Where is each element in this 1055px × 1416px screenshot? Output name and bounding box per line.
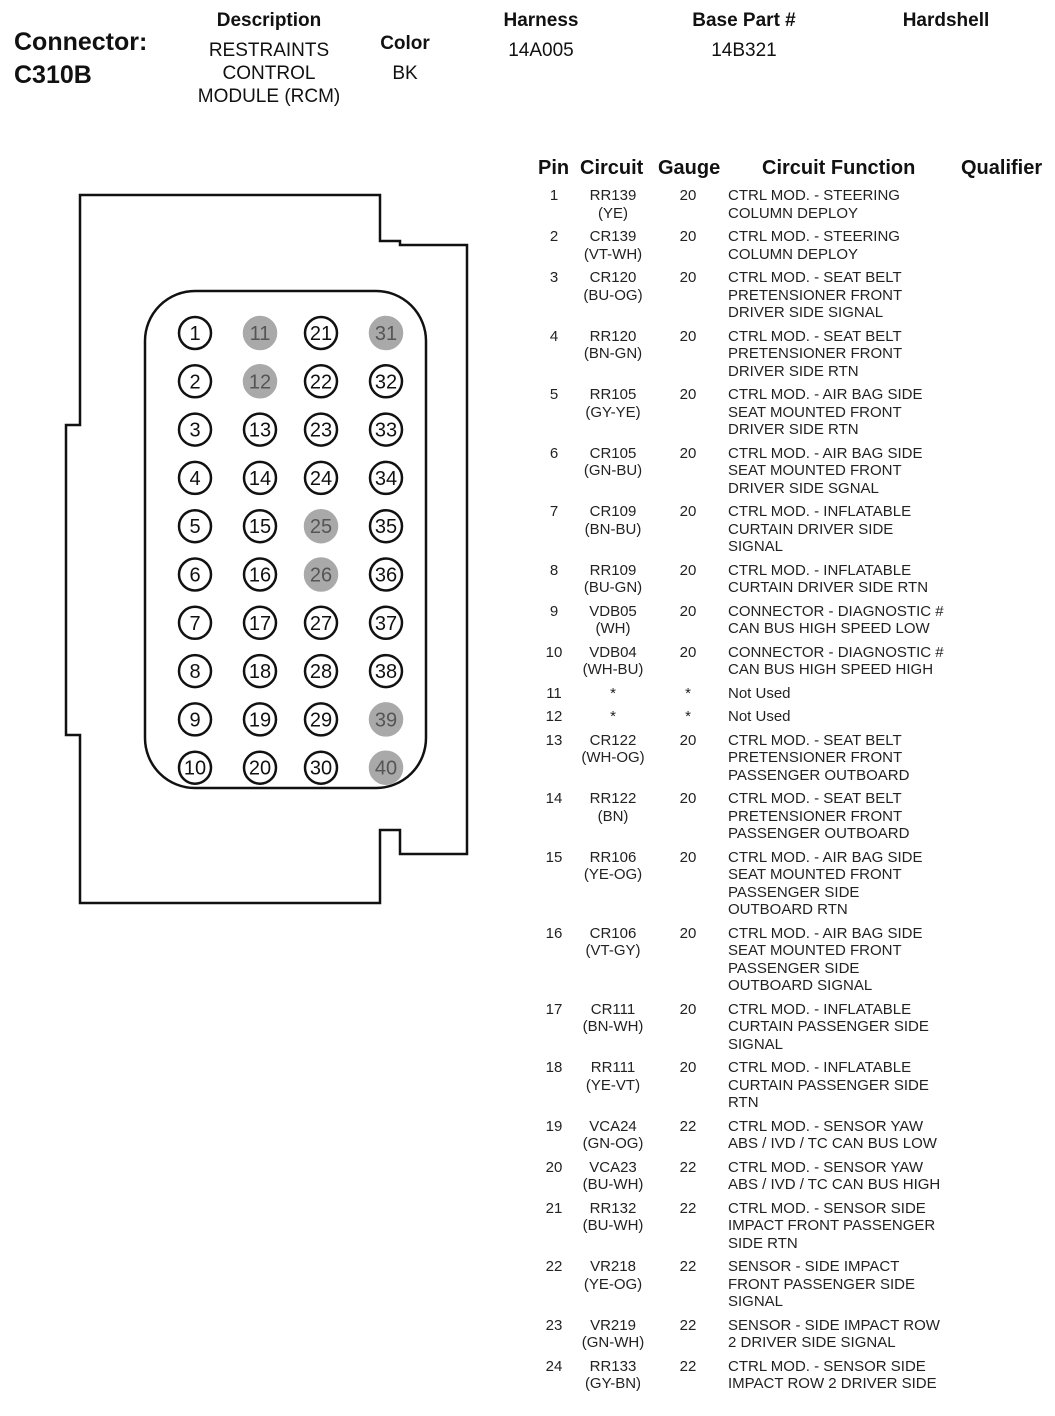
gauge-cell: 20 <box>679 1059 697 1076</box>
circuit-function-line: SENSOR - SIDE IMPACT <box>728 1258 900 1275</box>
cavity-21-label: 21 <box>309 323 333 345</box>
circuit-function-line: CTRL MOD. - SENSOR YAW <box>728 1158 924 1176</box>
connector-face-diagram <box>60 185 480 910</box>
circuit-id: VDB04 <box>589 643 637 661</box>
description-line: CONTROL <box>222 63 316 84</box>
pin-table <box>530 187 1055 1399</box>
circuit-function-line: CAN BUS HIGH SPEED LOW <box>728 620 930 637</box>
circuit-function-line: CONNECTOR - DIAGNOSTIC # <box>728 602 944 620</box>
pin-number: 10 <box>545 643 563 661</box>
pin-row <box>530 269 1055 328</box>
circuit-function-line: CTRL MOD. - INFLATABLE <box>728 503 912 520</box>
gauge-cell: 20 <box>679 848 697 866</box>
circuit-cell <box>575 1001 651 1036</box>
pin-number: 23 <box>545 1316 563 1334</box>
circuit-function-line: CTRL MOD. - STEERING <box>728 187 900 204</box>
gauge-cell: 20 <box>679 924 697 942</box>
circuit-cell <box>575 849 651 884</box>
circuit-function-cell <box>728 269 1053 322</box>
pin-row <box>530 1118 1055 1159</box>
pin-number: 12 <box>545 708 563 725</box>
color-value: BK <box>392 63 418 84</box>
cavity-37-label: 37 <box>374 612 398 635</box>
pin-row <box>530 732 1055 791</box>
pin-row <box>530 228 1055 269</box>
gauge-cell: 22 <box>679 1158 697 1176</box>
circuit-id: RR106 <box>589 848 637 866</box>
circuit-function-line: RTN <box>728 1094 759 1111</box>
circuit-id: VCA23 <box>589 1158 637 1176</box>
circuit-id: RR111 <box>590 1059 636 1076</box>
pin-row <box>530 445 1055 504</box>
color-heading: Color <box>380 33 430 54</box>
circuit-cell <box>575 603 651 638</box>
connector-title <box>14 26 147 92</box>
pin-row <box>530 849 1055 925</box>
wire-color: (BU-WH) <box>582 1217 644 1234</box>
circuit-function-line: IMPACT ROW 2 DRIVER SIDE <box>728 1375 937 1392</box>
cavity-16-label: 16 <box>248 564 272 587</box>
circuit-cell <box>575 790 651 825</box>
gauge-cell: 22 <box>679 1357 697 1375</box>
circuit-function-line: DRIVER SIDE SGNAL <box>728 479 879 497</box>
col-head-pin: Pin <box>538 157 570 179</box>
circuit-function-line: CTRL MOD. - AIR BAG SIDE <box>728 924 923 942</box>
circuit-function-cell <box>728 790 1053 843</box>
circuit-id: CR122 <box>589 731 637 749</box>
circuit-cell <box>575 1159 651 1194</box>
circuit-cell <box>575 1059 651 1094</box>
pin-number: 17 <box>545 1000 563 1018</box>
circuit-function-cell <box>728 1317 1053 1352</box>
circuit-function-cell <box>728 1258 1053 1311</box>
circuit-function-line: DRIVER SIDE RTN <box>728 421 859 438</box>
pin-number: 5 <box>549 386 559 403</box>
pin-number: 19 <box>545 1117 563 1135</box>
circuit-function-cell <box>728 1118 1053 1153</box>
cavity-1-label: 1 <box>189 323 201 345</box>
circuit-cell <box>575 685 651 703</box>
cavity-26-label: 26 <box>309 564 333 587</box>
cavity-29-label: 29 <box>309 709 333 732</box>
circuit-cell <box>575 1258 651 1293</box>
gauge-cell: 20 <box>679 269 697 286</box>
cavity-27-label: 27 <box>309 612 333 635</box>
cavity-10-label: 10 <box>183 757 207 780</box>
circuit-function-line: PRETENSIONER FRONT <box>728 749 903 766</box>
pin-row <box>530 1059 1055 1118</box>
pin-number: 21 <box>545 1199 563 1217</box>
cavity-25-label: 25 <box>309 516 333 539</box>
description-heading: Description <box>216 10 322 31</box>
gauge-cell: 20 <box>679 602 697 620</box>
wire-color: (GY-YE) <box>585 403 641 421</box>
cavity-7-label: 7 <box>189 612 201 635</box>
gauge-cell: 22 <box>679 1199 697 1217</box>
pin-number: 18 <box>545 1059 563 1076</box>
cavity-5-label: 5 <box>189 516 201 539</box>
pin-row <box>530 1200 1055 1259</box>
circuit-function-line: CTRL MOD. - AIR BAG SIDE <box>728 848 923 866</box>
circuit-cell <box>575 386 651 421</box>
circuit-function-cell <box>728 925 1053 995</box>
circuit-function-line: COLUMN DEPLOY <box>728 245 859 263</box>
cavity-17-label: 17 <box>248 612 272 635</box>
circuit-id: VR218 <box>590 1258 636 1275</box>
pin-row <box>530 644 1055 685</box>
gauge-cell: 20 <box>679 327 697 345</box>
description-value <box>180 39 358 108</box>
circuit-id: VR219 <box>590 1316 636 1334</box>
circuit-function-cell <box>728 1001 1053 1054</box>
cavity-8-label: 8 <box>189 661 201 684</box>
base-part-value: 14B321 <box>711 40 777 61</box>
circuit-function-line: CONNECTOR - DIAGNOSTIC # <box>728 643 944 661</box>
cavity-13-label: 13 <box>248 419 272 442</box>
pin-row <box>530 925 1055 1001</box>
circuit-function-line: CTRL MOD. - SEAT BELT <box>728 731 902 749</box>
wire-color: (BN-BU) <box>584 520 642 538</box>
cavity-35-label: 35 <box>374 516 398 539</box>
circuit-cell <box>575 445 651 480</box>
cavity-30-label: 30 <box>309 757 333 780</box>
cavity-28-label: 28 <box>309 661 333 684</box>
circuit-function-line: CTRL MOD. - SENSOR SIDE <box>728 1199 926 1217</box>
circuit-function-line: SIGNAL <box>728 1035 784 1053</box>
pin-row <box>530 685 1055 709</box>
pin-number: 8 <box>549 561 559 579</box>
wire-color: (BN-GN) <box>583 345 643 362</box>
circuit-function-line: PRETENSIONER FRONT <box>728 286 903 304</box>
circuit-function-line: 2 DRIVER SIDE SIGNAL <box>728 1334 896 1351</box>
circuit-id: * <box>610 708 616 725</box>
circuit-function-line: OUTBOARD SIGNAL <box>728 977 873 994</box>
circuit-id: RR109 <box>589 561 637 579</box>
circuit-id: VCA24 <box>589 1117 637 1135</box>
cavity-31-label: 31 <box>374 323 398 345</box>
circuit-function-line: OUTBOARD RTN <box>728 901 848 918</box>
circuit-cell <box>575 1118 651 1153</box>
wire-color: (GN-BU) <box>583 462 643 479</box>
pin-number: 11 <box>546 684 562 702</box>
pin-number: 2 <box>549 228 559 245</box>
pin-number: 6 <box>549 444 559 462</box>
circuit-function-line: COLUMN DEPLOY <box>728 204 859 222</box>
circuit-cell <box>575 1200 651 1235</box>
gauge-cell: 22 <box>679 1117 697 1135</box>
circuit-function-line: IMPACT FRONT PASSENGER <box>728 1217 936 1234</box>
cavity-9-label: 9 <box>189 709 201 732</box>
circuit-id: CR106 <box>589 924 637 942</box>
circuit-function-line: SEAT MOUNTED FRONT <box>728 403 902 421</box>
circuit-function-cell <box>728 187 1053 222</box>
circuit-id: CR120 <box>589 269 637 286</box>
pin-number: 1 <box>549 187 559 204</box>
circuit-id: CR111 <box>590 1000 636 1018</box>
wire-color: (YE-VT) <box>585 1076 641 1094</box>
circuit-function-line: PRETENSIONER FRONT <box>728 807 903 825</box>
circuit-function-line: DRIVER SIDE RTN <box>728 362 859 380</box>
pin-number: 7 <box>549 503 559 520</box>
circuit-function-cell <box>728 685 1053 703</box>
circuit-function-line: PASSENGER OUTBOARD <box>728 766 910 784</box>
circuit-function-line: PRETENSIONER FRONT <box>728 345 903 362</box>
circuit-function-cell <box>728 503 1053 556</box>
pin-number: 20 <box>545 1158 563 1176</box>
cavity-20-label: 20 <box>248 757 272 780</box>
cavity-24-label: 24 <box>309 467 333 490</box>
circuit-function-line: CTRL MOD. - SENSOR SIDE <box>728 1357 926 1375</box>
circuit-function-line: Not Used <box>728 684 791 702</box>
circuit-id: RR139 <box>589 187 637 204</box>
circuit-id: RR122 <box>589 790 637 807</box>
circuit-function-cell <box>728 1358 1053 1393</box>
pin-row <box>530 1258 1055 1317</box>
circuit-function-cell <box>728 732 1053 785</box>
connector-label: Connector: <box>14 28 148 56</box>
pin-row <box>530 1358 1055 1399</box>
pin-number: 13 <box>545 731 563 749</box>
circuit-function-line: CURTAIN PASSENGER SIDE <box>728 1018 929 1035</box>
wire-color: (YE-OG) <box>583 1275 643 1293</box>
col-head-qualifier: Qualifier <box>961 157 1043 179</box>
wire-color: (YE) <box>598 204 628 222</box>
pin-row <box>530 386 1055 445</box>
col-head-circuit: Circuit <box>580 157 644 179</box>
connector-id: C310B <box>14 61 92 89</box>
pin-number: 9 <box>549 602 559 620</box>
cavity-4-label: 4 <box>189 467 201 490</box>
circuit-function-line: FRONT PASSENGER SIDE <box>728 1275 915 1293</box>
wire-color: (VT-GY) <box>585 942 641 959</box>
circuit-function-line: ABS / IVD / TC CAN BUS LOW <box>728 1135 937 1152</box>
circuit-function-cell <box>728 445 1053 498</box>
gauge-cell: 20 <box>679 790 697 807</box>
circuit-function-line: PASSENGER SIDE <box>728 883 860 901</box>
circuit-id: RR133 <box>589 1357 637 1375</box>
pin-row <box>530 1159 1055 1200</box>
wire-color: (BU-GN) <box>583 579 643 596</box>
circuit-cell <box>575 1358 651 1393</box>
harness-heading: Harness <box>503 10 579 31</box>
cavity-23-label: 23 <box>309 419 333 442</box>
circuit-function-cell <box>728 1200 1053 1253</box>
circuit-function-line: SEAT MOUNTED FRONT <box>728 866 902 883</box>
pin-row <box>530 562 1055 603</box>
hardshell-heading: Hardshell <box>902 10 990 31</box>
circuit-function-cell <box>728 708 1053 726</box>
circuit-cell <box>575 269 651 304</box>
wire-color: (WH-OG) <box>581 749 645 766</box>
cavity-40-label: 40 <box>374 757 398 780</box>
cavity-36-label: 36 <box>374 564 398 587</box>
circuit-id: RR132 <box>589 1199 637 1217</box>
cavity-15-label: 15 <box>248 516 272 539</box>
circuit-function-cell <box>728 328 1053 381</box>
circuit-function-line: CURTAIN PASSENGER SIDE <box>728 1076 929 1094</box>
cavity-14-label: 14 <box>248 467 272 490</box>
circuit-function-line: CTRL MOD. - STEERING <box>728 228 900 245</box>
pin-number: 3 <box>549 269 559 286</box>
col-head-gauge: Gauge <box>658 157 721 179</box>
circuit-function-line: SIGNAL <box>728 538 784 555</box>
description-line: RESTRAINTS <box>208 40 330 61</box>
circuit-function-line: CTRL MOD. - SENSOR YAW <box>728 1117 924 1135</box>
gauge-cell: 20 <box>679 228 697 245</box>
circuit-function-line: CTRL MOD. - AIR BAG SIDE <box>728 444 923 462</box>
cavity-6-label: 6 <box>189 564 201 587</box>
circuit-id: RR120 <box>589 327 637 345</box>
wire-color: (GN-WH) <box>581 1334 645 1351</box>
circuit-function-cell <box>728 562 1053 597</box>
cavity-22-label: 22 <box>309 371 333 394</box>
description-line: MODULE (RCM) <box>197 86 341 107</box>
gauge-cell: 20 <box>679 386 697 403</box>
gauge-cell: 20 <box>679 561 697 579</box>
pin-number: 24 <box>545 1357 563 1375</box>
circuit-id: VDB05 <box>589 602 637 620</box>
pin-row <box>530 708 1055 732</box>
cavity-18-label: 18 <box>248 661 272 684</box>
gauge-cell: 20 <box>679 643 697 661</box>
circuit-function-line: CTRL MOD. - INFLATABLE <box>728 1000 912 1018</box>
circuit-cell <box>575 925 651 960</box>
circuit-cell <box>575 228 651 263</box>
gauge-cell: 20 <box>679 1000 697 1018</box>
wire-color: (WH-BU) <box>582 661 644 678</box>
wire-color: (BU-WH) <box>582 1176 644 1193</box>
gauge-cell: 20 <box>679 731 697 749</box>
pin-row <box>530 790 1055 849</box>
cavity-32-label: 32 <box>374 371 398 394</box>
circuit-function-line: SIDE RTN <box>728 1234 798 1252</box>
wire-color: (WH) <box>595 620 631 637</box>
pin-row <box>530 503 1055 562</box>
circuit-function-line: ABS / IVD / TC CAN BUS HIGH <box>728 1176 941 1193</box>
circuit-id: RR105 <box>589 386 637 403</box>
cavity-33-label: 33 <box>374 419 398 442</box>
circuit-function-cell <box>728 1059 1053 1112</box>
circuit-cell <box>575 708 651 726</box>
pin-number: 16 <box>545 924 563 942</box>
pin-row <box>530 187 1055 228</box>
circuit-id: * <box>610 684 616 702</box>
wire-color: (VT-WH) <box>583 245 643 263</box>
circuit-id: CR105 <box>589 444 637 462</box>
cavity-38-label: 38 <box>374 661 398 684</box>
gauge-cell: 20 <box>679 503 697 520</box>
gauge-cell: * <box>685 684 691 702</box>
wire-color: (BU-OG) <box>583 286 643 304</box>
circuit-cell <box>575 562 651 597</box>
circuit-function-cell <box>728 849 1053 919</box>
circuit-cell <box>575 644 651 679</box>
pin-number: 14 <box>545 790 563 807</box>
circuit-function-cell <box>728 644 1053 679</box>
circuit-function-line: PASSENGER SIDE <box>728 959 860 977</box>
cavity-39-label: 39 <box>374 709 398 732</box>
cavity-12-label: 12 <box>248 371 272 394</box>
circuit-function-line: SIGNAL <box>728 1293 784 1310</box>
cavity-3-label: 3 <box>189 419 201 442</box>
circuit-function-cell <box>728 603 1053 638</box>
circuit-function-line: CTRL MOD. - SEAT BELT <box>728 790 902 807</box>
circuit-cell <box>575 732 651 767</box>
gauge-cell: 22 <box>679 1316 697 1334</box>
circuit-function-line: CTRL MOD. - SEAT BELT <box>728 327 902 345</box>
circuit-cell <box>575 1317 651 1352</box>
circuit-function-line: CURTAIN DRIVER SIDE RTN <box>728 579 929 596</box>
pin-row <box>530 328 1055 387</box>
circuit-id: CR109 <box>589 503 637 520</box>
circuit-function-line: Not Used <box>728 708 791 725</box>
circuit-function-line: CURTAIN DRIVER SIDE <box>728 520 894 538</box>
wire-color: (GN-OG) <box>582 1135 644 1152</box>
col-head-function: Circuit Function <box>762 157 916 179</box>
circuit-function-line: CTRL MOD. - AIR BAG SIDE <box>728 386 923 403</box>
circuit-function-cell <box>728 1159 1053 1194</box>
wire-color: (GY-BN) <box>584 1375 642 1392</box>
cavity-11-label: 11 <box>249 323 271 345</box>
circuit-function-line: CTRL MOD. - INFLATABLE <box>728 1059 912 1076</box>
pin-row <box>530 1317 1055 1358</box>
harness-value: 14A005 <box>508 40 574 61</box>
circuit-function-line: SENSOR - SIDE IMPACT ROW <box>728 1316 940 1334</box>
wire-color: (BN-WH) <box>582 1018 644 1035</box>
gauge-cell: 20 <box>679 444 697 462</box>
pin-row <box>530 1001 1055 1060</box>
circuit-function-line: CTRL MOD. - INFLATABLE <box>728 561 912 579</box>
circuit-function-line: SEAT MOUNTED FRONT <box>728 462 902 479</box>
circuit-cell <box>575 328 651 363</box>
circuit-function-line: CTRL MOD. - SEAT BELT <box>728 269 902 286</box>
circuit-cell <box>575 187 651 222</box>
cavity-2-label: 2 <box>189 371 201 394</box>
circuit-function-line: SEAT MOUNTED FRONT <box>728 942 902 959</box>
circuit-function-line: PASSENGER OUTBOARD <box>728 825 910 842</box>
circuit-function-line: DRIVER SIDE SIGNAL <box>728 304 884 321</box>
pin-number: 22 <box>545 1258 563 1275</box>
cavity-34-label: 34 <box>374 467 398 490</box>
pin-number: 4 <box>549 327 559 345</box>
wire-color: (BN) <box>597 807 629 825</box>
circuit-cell <box>575 503 651 538</box>
circuit-function-line: CAN BUS HIGH SPEED HIGH <box>728 661 934 678</box>
pin-number: 15 <box>545 848 563 866</box>
circuit-id: CR139 <box>589 228 637 245</box>
gauge-cell: 20 <box>679 187 697 204</box>
pin-row <box>530 603 1055 644</box>
wire-color: (YE-OG) <box>583 866 643 883</box>
gauge-cell: * <box>685 708 691 725</box>
cavity-19-label: 19 <box>248 709 272 732</box>
gauge-cell: 22 <box>679 1258 697 1275</box>
base-part-heading: Base Part # <box>692 10 796 31</box>
circuit-function-cell <box>728 228 1053 263</box>
pin-grid <box>179 317 402 784</box>
circuit-function-cell <box>728 386 1053 439</box>
